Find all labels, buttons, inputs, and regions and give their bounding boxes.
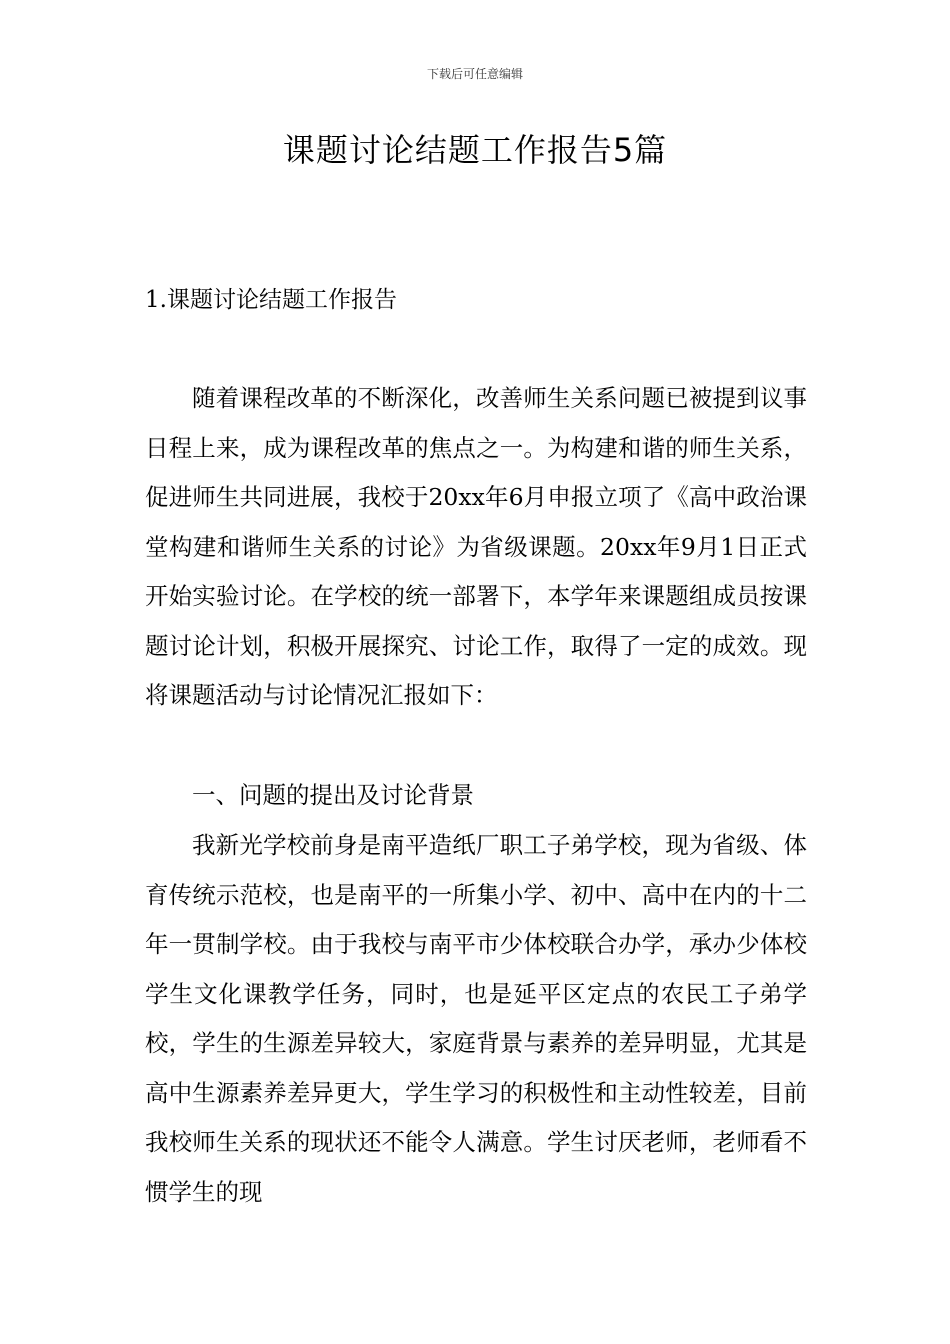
header-note: 下载后可任意编辑 [426, 67, 523, 81]
document-title: 课题讨论结题工作报告5篇 [282, 131, 668, 169]
sub-heading: 一、问题的提出及讨论背景 [192, 781, 474, 809]
body-paragraph-1: 随着课程改革的不断深化，改善师生关系问题已被提到议事日程上来，成为课程改革的焦点之一。为构建和谐的师生关系，促进师生共同进展，我校于20xx年6月申报立项了《高中政治课堂构建和谐师生关系的讨论》为省级课题。20xx年9月1日正式开始实验讨论。在学校的统一部署下，本学年来课题组成员按课题讨论计划，积极开展探究、讨论工作，取得了一定的成效。现将课题活动与讨论情况汇报如下： [145, 384, 807, 709]
section-heading: 1.课题讨论结题工作报告 [145, 287, 397, 313]
body-paragraph-2: 我新光学校前身是南平造纸厂职工子弟学校，现为省级、体育传统示范校，也是南平的一所集小学、初中、高中在内的十二年一贯制学校。由于我校与南平市少体校联合办学，承办少体校学生文化课教学任务，同时，也是延平区定点的农民工子弟学校，学生的生源差异较大，家庭背景与素养的差异明显，尤其是高中生源素养差异更大，学生学习的积极性和主动性较差，目前我校师生关系的现状还不能令人满意。学生讨厌老师，老师看不惯学生的现 [145, 831, 807, 1206]
